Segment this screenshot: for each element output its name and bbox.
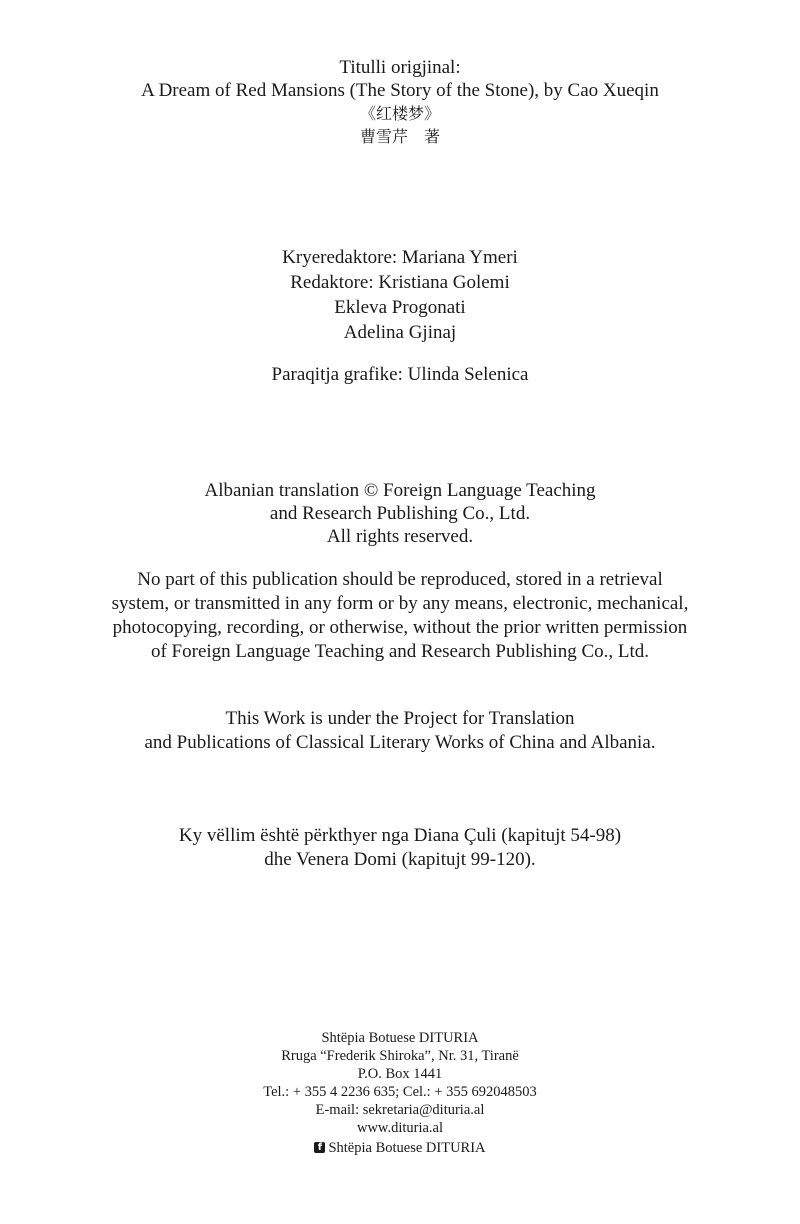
translators-line-1: Ky vëllim është përkthyer nga Diana Çuli (kapitujt 54-98) [178, 825, 622, 846]
publisher-website: www.dituria.al [356, 1120, 444, 1136]
editors-block [0, 245, 800, 345]
project-line-1: This Work is under the Project for Translation [225, 708, 575, 729]
publisher-facebook-line [0, 1137, 800, 1157]
original-author-chinese: 曹雪芹 著 [359, 127, 440, 146]
original-title-block [0, 56, 800, 148]
rights-line-1: No part of this publication should be reproduced, stored in a retrieval [137, 569, 663, 590]
rights-notice-block [0, 568, 800, 664]
project-block [0, 707, 800, 755]
copyright-block [0, 479, 800, 548]
facebook-icon: f [314, 1142, 325, 1153]
editor-progonati: Ekleva Progonati [334, 297, 466, 318]
publisher-facebook: Shtëpia Botuese DITURIA [328, 1139, 486, 1156]
publisher-email: E-mail: sekretaria@dituria.al [315, 1102, 485, 1118]
publisher-name: Shtëpia Botuese DITURIA [321, 1030, 479, 1046]
project-line-2: and Publications of Classical Literary Works of China and Albania. [144, 732, 656, 753]
copyright-line-3: All rights reserved. [326, 526, 474, 547]
publisher-phone: Tel.: + 355 4 2236 635; Cel.: + 355 692048503 [263, 1084, 537, 1100]
translators-line-2: dhe Venera Domi (kapitujt 99-120). [264, 849, 536, 870]
original-title-label: Titulli origjinal: [339, 57, 461, 78]
copyright-line-2: and Research Publishing Co., Ltd. [269, 503, 531, 524]
graphics-designer: Paraqitja grafike: Ulinda Selenica [271, 364, 529, 385]
rights-line-2: system, or transmitted in any form or by any means, electronic, mechanical, [111, 593, 689, 614]
publisher-address: Rruga “Frederik Shiroka”, Nr. 31, Tiranë [281, 1048, 519, 1064]
graphics-credit [0, 362, 800, 387]
editor-golemi: Redaktore: Kristiana Golemi [290, 272, 510, 293]
chief-editor: Kryeredaktore: Mariana Ymeri [282, 247, 518, 268]
original-title-chinese: 《红楼梦》 [359, 104, 440, 123]
publisher-block [0, 1029, 800, 1157]
publisher-pobox: P.O. Box 1441 [357, 1066, 443, 1082]
rights-line-4: of Foreign Language Teaching and Research Publishing Co., Ltd. [150, 641, 650, 662]
rights-line-3: photocopying, recording, or otherwise, without the prior written permission [112, 617, 688, 638]
original-title-english: A Dream of Red Mansions (The Story of the Stone), by Cao Xueqin [141, 80, 659, 101]
translators-block [0, 824, 800, 872]
editor-gjinaj: Adelina Gjinaj [343, 322, 457, 343]
copyright-line-1: Albanian translation © Foreign Language Teaching [204, 480, 596, 501]
